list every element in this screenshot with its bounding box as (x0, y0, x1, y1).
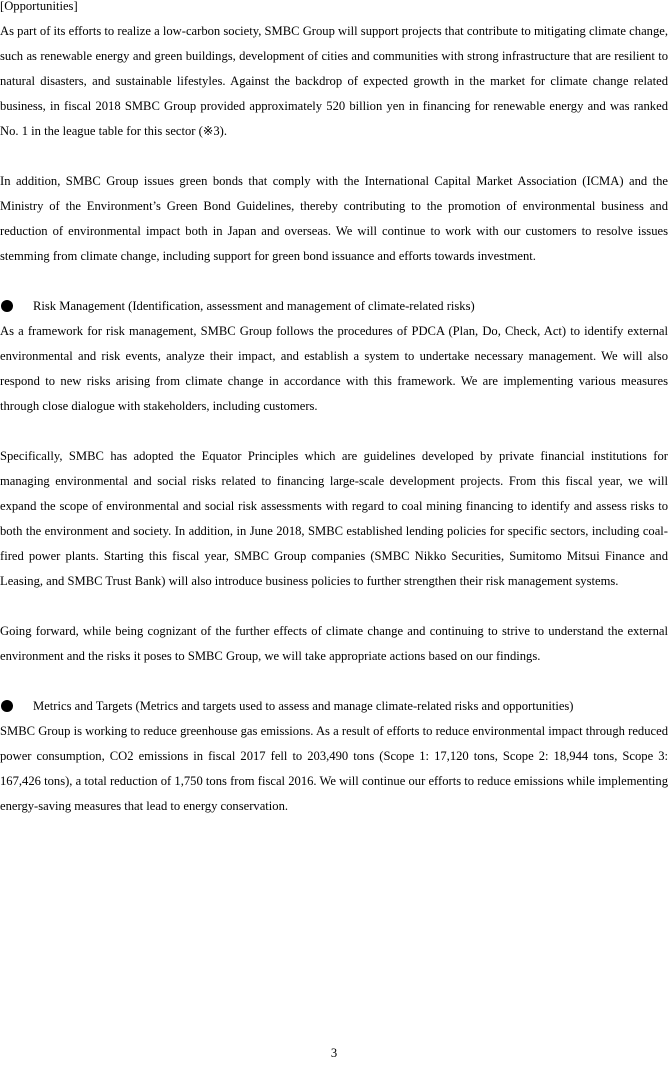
paragraph-gap (0, 419, 668, 444)
risk-management-heading (0, 294, 668, 319)
paragraph-gap (0, 669, 668, 694)
risk-management-paragraph-2: Specifically, SMBC has adopted the Equator Principles which are guidelines developed by private financial institutions for managing environmental and social risks related to financing large-scale development projects. From this fiscal year, we will expand the scope of environmental and social risk assessments with regard to coal mining financing to identify and assess risks to both the environment and society. In addition, in June 2018, SMBC established lending policies for specific sectors, including coal-fired power plants. Starting this fiscal year, SMBC Group companies (SMBC Nikko Securities, Sumitomo Mitsui Finance and Leasing, and SMBC Trust Bank) will also introduce business policies to further strengthen their risk management systems. (0, 449, 668, 588)
metrics-heading (0, 694, 668, 719)
opportunities-paragraph-2: In addition, SMBC Group issues green bonds that comply with the International Capital Market Association (ICMA) and the Ministry of the Environment’s Green Bond Guidelines, thereby contributing to the promotion of environmental business and reduction of environmental impact both in Japan and overseas. We will continue to work with our customers to resolve issues stemming from climate change, including support for green bond issuance and efforts towards investment. (0, 174, 668, 263)
risk-management-paragraph-1: As a framework for risk management, SMBC Group follows the procedures of PDCA (Plan, Do, Check, Act) to identify external environmental and risk events, analyze their impact, and establish a system to undertake necessary management. We will also respond to new risks arising from climate change in accordance with this framework. We are implementing various measures through close dialogue with stakeholders, including customers. (0, 324, 668, 413)
opportunities-label: [Opportunities] (0, 0, 78, 13)
bullet-icon (1, 700, 13, 712)
bullet-icon (1, 300, 13, 312)
page-number: 3 (330, 1046, 338, 1060)
paragraph-gap (0, 594, 668, 619)
paragraph-gap (0, 269, 668, 294)
risk-management-heading-text: Risk Management (Identification, assessment and management of climate-related risks) (33, 299, 475, 313)
metrics-heading-text: Metrics and Targets (Metrics and targets used to assess and manage climate-related risks and opportunities) (33, 699, 574, 713)
risk-management-paragraph-3: Going forward, while being cognizant of the further effects of climate change and continuing to strive to understand the external environment and the risks it poses to SMBC Group, we will take appropriate actions based on our findings. (0, 624, 668, 663)
paragraph-gap (0, 144, 668, 169)
metrics-paragraph-1: SMBC Group is working to reduce greenhouse gas emissions. As a result of efforts to reduce environmental impact through reduced power consumption, CO2 emissions in fiscal 2017 fell to 203,490 tons (Scope 1: 17,120 tons, Scope 2: 18,944 tons, Scope 3: 167,426 tons), a total reduction of 1,750 tons from fiscal 2016. We will continue our efforts to reduce emissions while implementing energy-saving measures that lead to energy conservation. (0, 724, 668, 813)
opportunities-paragraph-1: As part of its efforts to realize a low-carbon society, SMBC Group will support projects that contribute to mitigating climate change, such as renewable energy and green buildings, development of cities and communities with strong infrastructure that are resilient to natural disasters, and sustainable lifestyles. Against the backdrop of expected growth in the market for climate change related business, in fiscal 2018 SMBC Group provided approximately 520 billion yen in financing for renewable energy and was ranked No. 1 in the league table for this sector (※3). (0, 24, 668, 138)
